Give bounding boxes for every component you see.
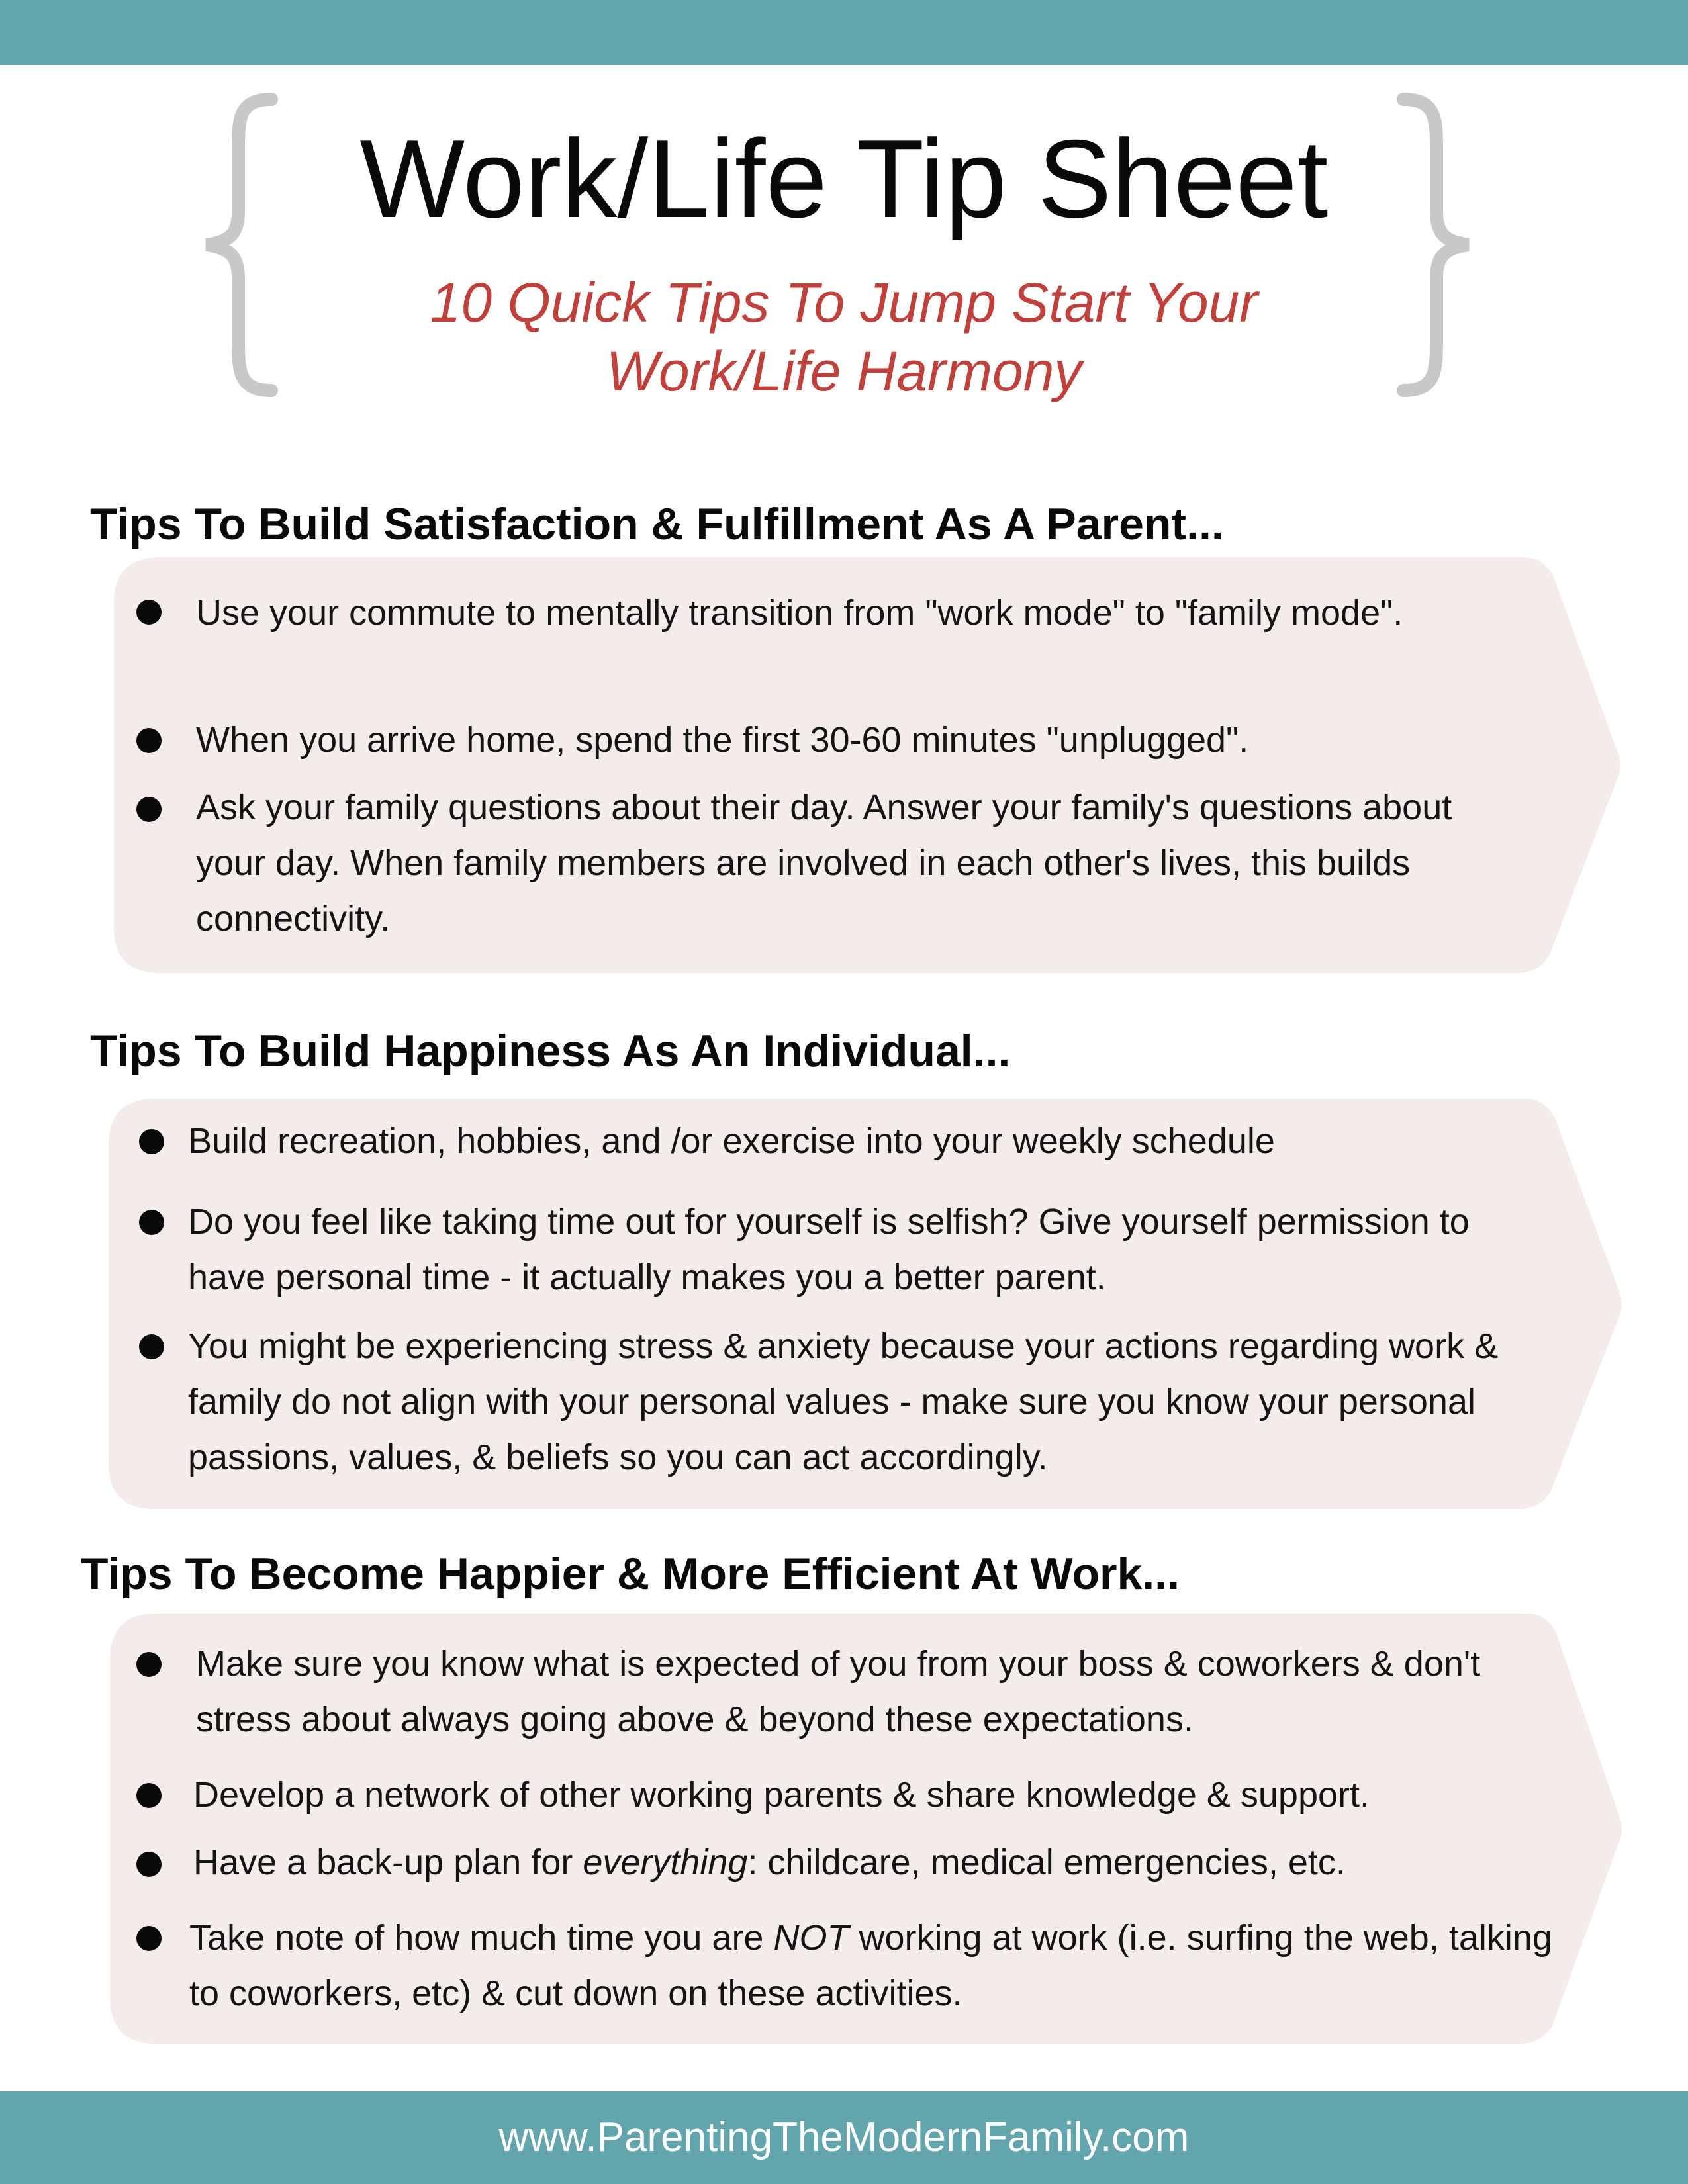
tip-item: When you arrive home, spend the first 30-60 minutes "unplugged". bbox=[196, 720, 1249, 760]
tip-item bbox=[189, 1910, 1553, 2021]
tip-item bbox=[193, 1835, 1557, 1890]
bullet-icon bbox=[136, 1652, 162, 1677]
tips-panel-individual bbox=[109, 1099, 1631, 1509]
tip-item: Do you feel like taking time out for yourself is selfish? Give yourself permission to have personal time - it actually makes you a better parent. bbox=[188, 1202, 1470, 1297]
section-heading-parent: Tips To Build Satisfaction & Fulfillment As A Parent... bbox=[90, 499, 1224, 549]
tip-text: : childcare, medical emergencies, etc. bbox=[747, 1843, 1346, 1882]
page-subtitle bbox=[0, 268, 1688, 406]
section-heading-work: Tips To Become Happier & More Efficient At Work... bbox=[81, 1549, 1180, 1599]
tip-item: Make sure you know what is expected of you from your boss & coworkers & don't stress about always going above & beyond these expectations. bbox=[196, 1644, 1481, 1739]
section-heading-individual: Tips To Build Happiness As An Individual... bbox=[90, 1026, 1011, 1076]
page-title: Work/Life Tip Sheet bbox=[359, 116, 1329, 241]
bullet-icon bbox=[136, 797, 162, 822]
tips-panel-parent bbox=[114, 557, 1630, 973]
tip-item: Develop a network of other working parents & share knowledge & support. bbox=[193, 1775, 1370, 1815]
bullet-icon bbox=[139, 1334, 164, 1359]
subtitle-line-2: Work/Life Harmony bbox=[606, 340, 1082, 402]
bullet-icon bbox=[136, 1852, 162, 1877]
bullet-icon bbox=[136, 728, 162, 753]
bullet-icon bbox=[139, 1129, 164, 1154]
tip-item: Use your commute to mentally transition from "work mode" to "family mode". bbox=[196, 593, 1403, 633]
tip-item: Build recreation, hobbies, and /or exercise into your weekly schedule bbox=[188, 1121, 1275, 1161]
tips-panel-work bbox=[110, 1614, 1631, 2044]
tip-text: Take note of how much time you are bbox=[189, 1918, 774, 1958]
tip-item: Ask your family questions about their day. Answer your family's questions about your day. When family members are involved in each other's lives, this builds connectivity. bbox=[196, 788, 1452, 938]
tip-item: You might be experiencing stress & anxiety because your actions regarding work & family do not align with your personal values - make sure you know your personal passions, values, & beliefs so you can act accordingly. bbox=[188, 1326, 1499, 1477]
subtitle-line-1: 10 Quick Tips To Jump Start Your bbox=[430, 271, 1258, 334]
top-accent-bar bbox=[0, 0, 1688, 65]
bullet-icon bbox=[136, 1926, 162, 1951]
tip-text: Have a back-up plan for bbox=[193, 1843, 583, 1882]
bullet-icon bbox=[139, 1210, 164, 1235]
tip-text: working at work (i.e. surfing the web, talking to coworkers, etc) & cut down on these activities. bbox=[189, 1918, 1552, 2013]
bullet-icon bbox=[136, 600, 162, 625]
bullet-icon bbox=[136, 1783, 162, 1808]
tip-emphasis: everything bbox=[583, 1843, 748, 1882]
tip-emphasis: NOT bbox=[773, 1918, 849, 1958]
footer-website-link[interactable]: www.ParentingTheModernFamily.com bbox=[498, 2115, 1190, 2160]
